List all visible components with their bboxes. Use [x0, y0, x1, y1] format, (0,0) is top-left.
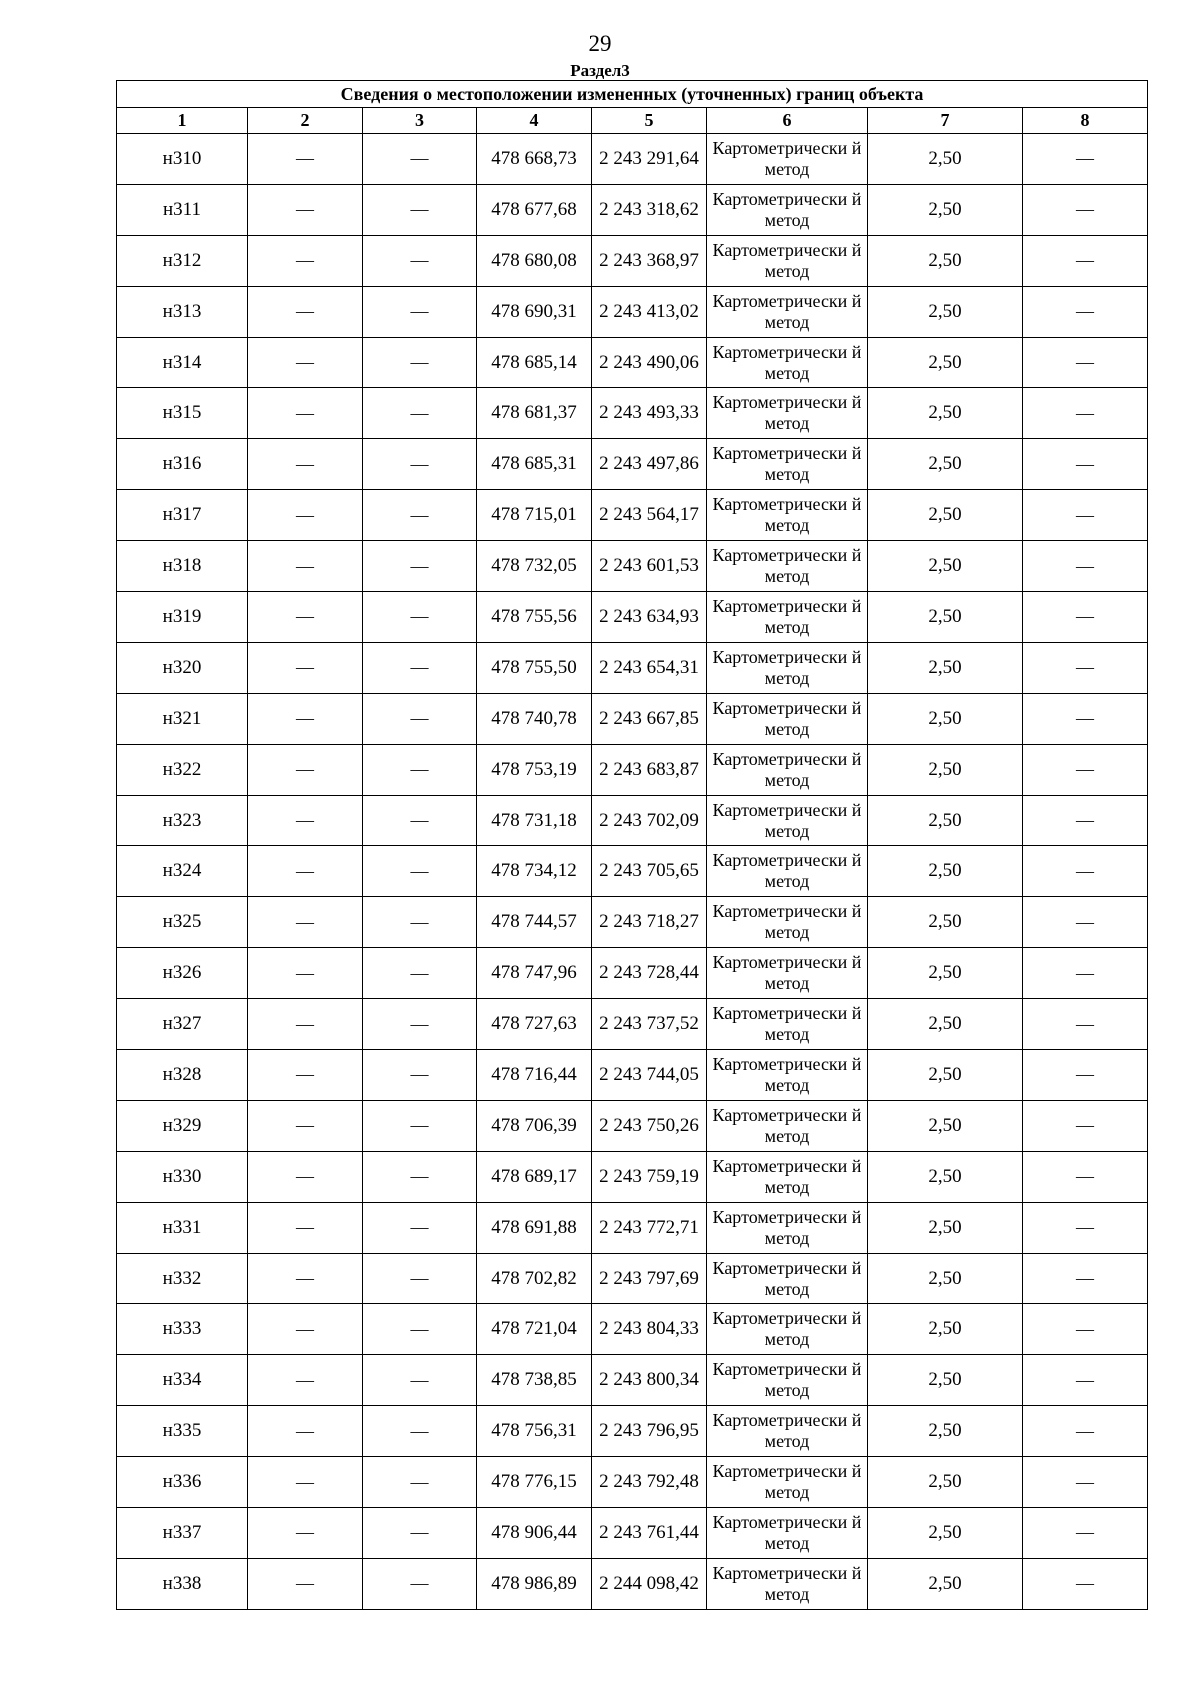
point-label: н313: [117, 286, 248, 337]
cell-col3: —: [363, 439, 477, 490]
method-cell: Картометрически й метод: [707, 642, 868, 693]
table-row: [117, 1151, 1148, 1202]
coord-x: 478 747,96: [477, 948, 592, 999]
coord-x: 478 702,82: [477, 1253, 592, 1304]
cell-col8: —: [1023, 744, 1148, 795]
method-cell: Картометрически й метод: [707, 1406, 868, 1457]
table-row: [117, 744, 1148, 795]
point-label: н318: [117, 541, 248, 592]
coord-x: 478 685,14: [477, 337, 592, 388]
coord-y: 2 243 683,87: [592, 744, 707, 795]
cell-col8: —: [1023, 795, 1148, 846]
coord-y: 2 243 800,34: [592, 1355, 707, 1406]
cell-col3: —: [363, 846, 477, 897]
point-label: н323: [117, 795, 248, 846]
table-row: [117, 388, 1148, 439]
point-label: н317: [117, 490, 248, 541]
cell-col2: —: [248, 897, 363, 948]
coord-y: 2 243 737,52: [592, 999, 707, 1050]
cell-col2: —: [248, 846, 363, 897]
cell-col8: —: [1023, 693, 1148, 744]
point-label: н326: [117, 948, 248, 999]
table-row: [117, 1457, 1148, 1508]
point-label: н325: [117, 897, 248, 948]
cell-col3: —: [363, 1100, 477, 1151]
coord-y: 2 243 761,44: [592, 1508, 707, 1559]
point-label: н312: [117, 235, 248, 286]
cell-col2: —: [248, 1050, 363, 1101]
accuracy-cell: 2,50: [868, 897, 1023, 948]
cell-col8: —: [1023, 1253, 1148, 1304]
method-cell: Картометрически й метод: [707, 1151, 868, 1202]
table-row: [117, 286, 1148, 337]
cell-col2: —: [248, 744, 363, 795]
cell-col2: —: [248, 592, 363, 643]
cell-col3: —: [363, 1151, 477, 1202]
point-label: н331: [117, 1202, 248, 1253]
table-row: [117, 439, 1148, 490]
table-row: [117, 1050, 1148, 1101]
cell-col2: —: [248, 541, 363, 592]
point-label: н322: [117, 744, 248, 795]
coord-x: 478 731,18: [477, 795, 592, 846]
method-cell: Картометрически й метод: [707, 1304, 868, 1355]
point-label: н338: [117, 1558, 248, 1609]
coord-y: 2 243 497,86: [592, 439, 707, 490]
table-row: [117, 337, 1148, 388]
coord-x: 478 776,15: [477, 1457, 592, 1508]
method-cell: Картометрически й метод: [707, 134, 868, 185]
cell-col3: —: [363, 1253, 477, 1304]
coord-y: 2 243 634,93: [592, 592, 707, 643]
accuracy-cell: 2,50: [868, 1508, 1023, 1559]
table-row: [117, 1558, 1148, 1609]
cell-col8: —: [1023, 1355, 1148, 1406]
point-label: н332: [117, 1253, 248, 1304]
point-label: н333: [117, 1304, 248, 1355]
cell-col8: —: [1023, 541, 1148, 592]
table-row: [117, 1253, 1148, 1304]
accuracy-cell: 2,50: [868, 1355, 1023, 1406]
coord-y: 2 243 759,19: [592, 1151, 707, 1202]
cell-col8: —: [1023, 134, 1148, 185]
table-row: [117, 846, 1148, 897]
table-row: [117, 490, 1148, 541]
cell-col3: —: [363, 592, 477, 643]
method-cell: Картометрически й метод: [707, 592, 868, 643]
accuracy-cell: 2,50: [868, 541, 1023, 592]
accuracy-cell: 2,50: [868, 744, 1023, 795]
coord-y: 2 243 792,48: [592, 1457, 707, 1508]
cell-col8: —: [1023, 490, 1148, 541]
cell-col2: —: [248, 337, 363, 388]
coord-y: 2 243 804,33: [592, 1304, 707, 1355]
coord-x: 478 721,04: [477, 1304, 592, 1355]
cell-col3: —: [363, 1508, 477, 1559]
accuracy-cell: 2,50: [868, 1151, 1023, 1202]
coord-x: 478 680,08: [477, 235, 592, 286]
point-label: н321: [117, 693, 248, 744]
coord-x: 478 906,44: [477, 1508, 592, 1559]
method-cell: Картометрически й метод: [707, 1100, 868, 1151]
method-cell: Картометрически й метод: [707, 337, 868, 388]
cell-col8: —: [1023, 1100, 1148, 1151]
coord-y: 2 243 654,31: [592, 642, 707, 693]
cell-col3: —: [363, 1202, 477, 1253]
point-label: н328: [117, 1050, 248, 1101]
method-cell: Картометрически й метод: [707, 1508, 868, 1559]
coord-x: 478 677,68: [477, 184, 592, 235]
cell-col8: —: [1023, 286, 1148, 337]
table-row: [117, 1508, 1148, 1559]
cell-col2: —: [248, 1151, 363, 1202]
cell-col8: —: [1023, 1558, 1148, 1609]
page-number: 29: [588, 31, 612, 56]
cell-col2: —: [248, 1202, 363, 1253]
column-number: 1: [117, 108, 248, 134]
table-row: [117, 1406, 1148, 1457]
method-cell: Картометрически й метод: [707, 948, 868, 999]
method-cell: Картометрически й метод: [707, 846, 868, 897]
point-label: н329: [117, 1100, 248, 1151]
cell-col8: —: [1023, 1457, 1148, 1508]
accuracy-cell: 2,50: [868, 286, 1023, 337]
accuracy-cell: 2,50: [868, 184, 1023, 235]
accuracy-cell: 2,50: [868, 1100, 1023, 1151]
coord-x: 478 681,37: [477, 388, 592, 439]
cell-col3: —: [363, 388, 477, 439]
cell-col8: —: [1023, 235, 1148, 286]
accuracy-cell: 2,50: [868, 592, 1023, 643]
method-cell: Картометрически й метод: [707, 1202, 868, 1253]
accuracy-cell: 2,50: [868, 1202, 1023, 1253]
cell-col3: —: [363, 642, 477, 693]
coord-x: 478 715,01: [477, 490, 592, 541]
coord-y: 2 243 318,62: [592, 184, 707, 235]
point-label: н330: [117, 1151, 248, 1202]
cell-col2: —: [248, 1457, 363, 1508]
accuracy-cell: 2,50: [868, 134, 1023, 185]
cell-col8: —: [1023, 1508, 1148, 1559]
coord-x: 478 690,31: [477, 286, 592, 337]
method-cell: Картометрически й метод: [707, 490, 868, 541]
coord-y: 2 243 796,95: [592, 1406, 707, 1457]
cell-col2: —: [248, 1558, 363, 1609]
accuracy-cell: 2,50: [868, 235, 1023, 286]
cell-col8: —: [1023, 642, 1148, 693]
coord-x: 478 691,88: [477, 1202, 592, 1253]
cell-col3: —: [363, 897, 477, 948]
cell-col3: —: [363, 1355, 477, 1406]
coord-y: 2 243 493,33: [592, 388, 707, 439]
cell-col3: —: [363, 1050, 477, 1101]
section-label: Раздел3: [570, 61, 630, 80]
table-row: [117, 897, 1148, 948]
coord-y: 2 243 705,65: [592, 846, 707, 897]
cell-col3: —: [363, 235, 477, 286]
cell-col2: —: [248, 286, 363, 337]
coord-x: 478 755,50: [477, 642, 592, 693]
coord-x: 478 716,44: [477, 1050, 592, 1101]
cell-col2: —: [248, 134, 363, 185]
cell-col2: —: [248, 388, 363, 439]
coord-x: 478 755,56: [477, 592, 592, 643]
coord-x: 478 738,85: [477, 1355, 592, 1406]
table-body: [117, 134, 1148, 1610]
coord-y: 2 243 490,06: [592, 337, 707, 388]
cell-col2: —: [248, 235, 363, 286]
coord-y: 2 243 667,85: [592, 693, 707, 744]
cell-col8: —: [1023, 948, 1148, 999]
cell-col3: —: [363, 134, 477, 185]
point-label: н335: [117, 1406, 248, 1457]
cell-col8: —: [1023, 592, 1148, 643]
cell-col3: —: [363, 1406, 477, 1457]
coord-x: 478 668,73: [477, 134, 592, 185]
coord-y: 2 243 564,17: [592, 490, 707, 541]
table-row: [117, 999, 1148, 1050]
accuracy-cell: 2,50: [868, 795, 1023, 846]
coord-x: 478 689,17: [477, 1151, 592, 1202]
accuracy-cell: 2,50: [868, 948, 1023, 999]
coord-x: 478 744,57: [477, 897, 592, 948]
coord-y: 2 243 368,97: [592, 235, 707, 286]
accuracy-cell: 2,50: [868, 490, 1023, 541]
method-cell: Картометрически й метод: [707, 1253, 868, 1304]
cell-col8: —: [1023, 439, 1148, 490]
point-label: н314: [117, 337, 248, 388]
cell-col3: —: [363, 1457, 477, 1508]
accuracy-cell: 2,50: [868, 693, 1023, 744]
cell-col2: —: [248, 1100, 363, 1151]
point-label: н337: [117, 1508, 248, 1559]
cell-col3: —: [363, 1558, 477, 1609]
method-cell: Картометрически й метод: [707, 795, 868, 846]
column-number-row: [117, 108, 1148, 134]
method-cell: Картометрически й метод: [707, 286, 868, 337]
table-row: [117, 235, 1148, 286]
cell-col2: —: [248, 1508, 363, 1559]
accuracy-cell: 2,50: [868, 846, 1023, 897]
coord-x: 478 986,89: [477, 1558, 592, 1609]
point-label: н334: [117, 1355, 248, 1406]
point-label: н315: [117, 388, 248, 439]
table-row: [117, 134, 1148, 185]
method-cell: Картометрически й метод: [707, 541, 868, 592]
method-cell: Картометрически й метод: [707, 1457, 868, 1508]
cell-col2: —: [248, 693, 363, 744]
cell-col3: —: [363, 1304, 477, 1355]
cell-col2: —: [248, 1406, 363, 1457]
cell-col2: —: [248, 999, 363, 1050]
cell-col3: —: [363, 337, 477, 388]
method-cell: Картометрически й метод: [707, 439, 868, 490]
column-number: 5: [592, 108, 707, 134]
accuracy-cell: 2,50: [868, 1253, 1023, 1304]
coord-x: 478 706,39: [477, 1100, 592, 1151]
accuracy-cell: 2,50: [868, 388, 1023, 439]
accuracy-cell: 2,50: [868, 439, 1023, 490]
method-cell: Картометрически й метод: [707, 1355, 868, 1406]
cell-col2: —: [248, 439, 363, 490]
coord-y: 2 243 797,69: [592, 1253, 707, 1304]
point-label: н319: [117, 592, 248, 643]
cell-col2: —: [248, 642, 363, 693]
cell-col2: —: [248, 948, 363, 999]
cell-col2: —: [248, 184, 363, 235]
cell-col2: —: [248, 1304, 363, 1355]
cell-col3: —: [363, 795, 477, 846]
cell-col8: —: [1023, 1406, 1148, 1457]
table-title: Сведения о местоположении измененных (уточненных) границ объекта: [117, 81, 1148, 108]
cell-col8: —: [1023, 1202, 1148, 1253]
table-row: [117, 541, 1148, 592]
table-row: [117, 1100, 1148, 1151]
accuracy-cell: 2,50: [868, 337, 1023, 388]
table-row: [117, 184, 1148, 235]
cell-col3: —: [363, 693, 477, 744]
column-number: 7: [868, 108, 1023, 134]
cell-col8: —: [1023, 1050, 1148, 1101]
table-title-row: [117, 81, 1148, 108]
cell-col3: —: [363, 184, 477, 235]
column-number: 4: [477, 108, 592, 134]
accuracy-cell: 2,50: [868, 642, 1023, 693]
table-row: [117, 1304, 1148, 1355]
coord-x: 478 756,31: [477, 1406, 592, 1457]
accuracy-cell: 2,50: [868, 1050, 1023, 1101]
method-cell: Картометрически й метод: [707, 744, 868, 795]
table-row: [117, 592, 1148, 643]
point-label: н324: [117, 846, 248, 897]
cell-col8: —: [1023, 1151, 1148, 1202]
table-row: [117, 1202, 1148, 1253]
coord-x: 478 753,19: [477, 744, 592, 795]
coord-y: 2 243 702,09: [592, 795, 707, 846]
cell-col2: —: [248, 1253, 363, 1304]
cell-col3: —: [363, 744, 477, 795]
coord-x: 478 727,63: [477, 999, 592, 1050]
cell-col8: —: [1023, 999, 1148, 1050]
column-number: 3: [363, 108, 477, 134]
point-label: н316: [117, 439, 248, 490]
table-row: [117, 948, 1148, 999]
cell-col3: —: [363, 948, 477, 999]
method-cell: Картометрически й метод: [707, 897, 868, 948]
point-label: н310: [117, 134, 248, 185]
cell-col8: —: [1023, 846, 1148, 897]
accuracy-cell: 2,50: [868, 1406, 1023, 1457]
method-cell: Картометрически й метод: [707, 235, 868, 286]
method-cell: Картометрически й метод: [707, 999, 868, 1050]
coord-x: 478 685,31: [477, 439, 592, 490]
table-row: [117, 642, 1148, 693]
method-cell: Картометрически й метод: [707, 184, 868, 235]
coord-y: 2 243 718,27: [592, 897, 707, 948]
column-number: 8: [1023, 108, 1148, 134]
cell-col2: —: [248, 490, 363, 541]
coord-y: 2 244 098,42: [592, 1558, 707, 1609]
coord-y: 2 243 772,71: [592, 1202, 707, 1253]
accuracy-cell: 2,50: [868, 1304, 1023, 1355]
cell-col3: —: [363, 490, 477, 541]
table-row: [117, 795, 1148, 846]
coord-y: 2 243 601,53: [592, 541, 707, 592]
coord-x: 478 740,78: [477, 693, 592, 744]
column-number: 6: [707, 108, 868, 134]
coord-y: 2 243 728,44: [592, 948, 707, 999]
method-cell: Картометрически й метод: [707, 693, 868, 744]
accuracy-cell: 2,50: [868, 1558, 1023, 1609]
accuracy-cell: 2,50: [868, 1457, 1023, 1508]
point-label: н320: [117, 642, 248, 693]
cell-col3: —: [363, 286, 477, 337]
coord-y: 2 243 291,64: [592, 134, 707, 185]
cell-col2: —: [248, 795, 363, 846]
cell-col8: —: [1023, 184, 1148, 235]
coord-y: 2 243 750,26: [592, 1100, 707, 1151]
method-cell: Картометрически й метод: [707, 1050, 868, 1101]
coord-x: 478 732,05: [477, 541, 592, 592]
cell-col8: —: [1023, 1304, 1148, 1355]
table-row: [117, 1355, 1148, 1406]
cell-col2: —: [248, 1355, 363, 1406]
coord-y: 2 243 744,05: [592, 1050, 707, 1101]
coord-x: 478 734,12: [477, 846, 592, 897]
point-label: н336: [117, 1457, 248, 1508]
method-cell: Картометрически й метод: [707, 1558, 868, 1609]
accuracy-cell: 2,50: [868, 999, 1023, 1050]
method-cell: Картометрически й метод: [707, 388, 868, 439]
coord-y: 2 243 413,02: [592, 286, 707, 337]
cell-col8: —: [1023, 337, 1148, 388]
point-label: н327: [117, 999, 248, 1050]
cell-col8: —: [1023, 897, 1148, 948]
column-number: 2: [248, 108, 363, 134]
point-label: н311: [117, 184, 248, 235]
cell-col3: —: [363, 541, 477, 592]
cell-col3: —: [363, 999, 477, 1050]
cell-col8: —: [1023, 388, 1148, 439]
table-row: [117, 693, 1148, 744]
boundary-table: [116, 80, 1148, 1610]
